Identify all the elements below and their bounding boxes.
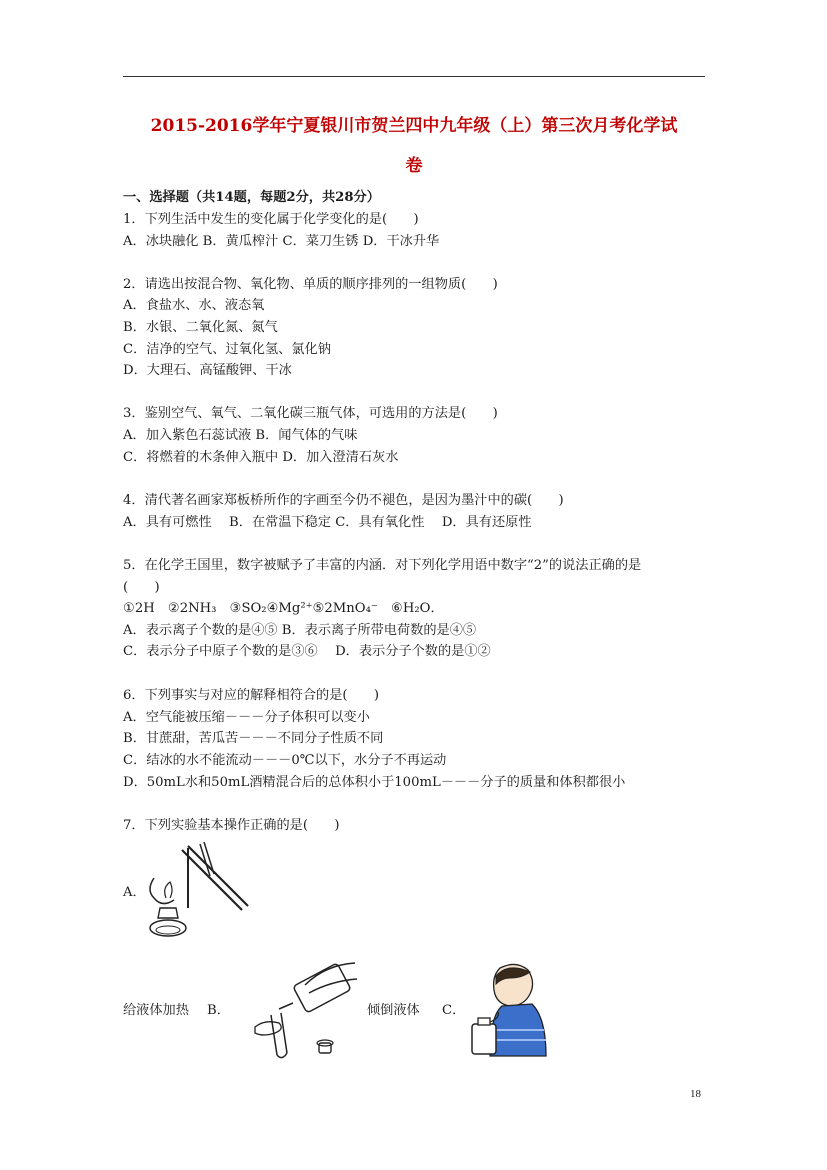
q5-stem: 5．在化学王国里，数字被赋予了丰富的内涵．对下列化学用语中数字“2”的说法正确的是	[123, 558, 642, 573]
q3-options-cd: C．将燃着的木条伸入瓶中 D．加入澄清石灰水	[123, 450, 399, 465]
q7-caption-b: 倾倒液体	[367, 1003, 420, 1018]
q3-stem: 3．鉴别空气、氧气、二氧化碳三瓶气体，可选用的方法是( )	[123, 406, 498, 421]
page-title: 2015-2016学年宁夏银川市贺兰四中九年级（上）第三次月考化学试	[150, 116, 678, 136]
q4-stem: 4．清代著名画家郑板桥所作的字画至今仍不褪色，是因为墨汁中的碳( )	[123, 493, 564, 508]
q5-paren: ( )	[123, 580, 160, 595]
pouring-liquid-figure	[245, 945, 363, 1063]
q6-stem: 6．下列事实与对应的解释相符合的是( )	[123, 688, 380, 703]
q2-option-b: B．水银、二氧化氮、氮气	[123, 320, 278, 335]
q2-option-c: C．洁净的空气、过氧化氢、氯化钠	[123, 342, 331, 357]
q6-option-c: C．结冰的水不能流动－－－0℃以下，水分子不再运动	[123, 753, 447, 768]
q3-options-ab: A．加入紫色石蕊试液 B．闻气体的气味	[123, 428, 358, 443]
q2-stem: 2．请选出按混合物、氧化物、单质的顺序排列的一组物质( )	[123, 277, 498, 292]
q6-option-d: D．50mL水和50mL酒精混合后的总体积小于100mL－－－分子的质量和体积都很小	[123, 775, 626, 790]
page-title-continued: 卷	[405, 156, 423, 176]
q5-formulas: ①2H ②2NH₃ ③SO₂④Mg²⁺⑤2MnO₄⁻ ⑥H₂O．	[123, 601, 444, 616]
q7-label-a: A．	[123, 885, 146, 900]
section-heading: 一、选择题（共14题，每题2分，共28分）	[123, 190, 380, 205]
q6-option-a: A．空气能被压缩－－－分子体积可以变小	[123, 710, 370, 725]
q7-label-c: C．	[442, 1003, 466, 1018]
q5-options-cd: C．表示分子中原子个数的是③⑥ D．表示分子个数的是①②	[123, 644, 491, 659]
q1-stem: 1．下列生活中发生的变化属于化学变化的是( )	[123, 212, 419, 227]
q7-label-b: B．	[207, 1003, 230, 1018]
page-number: 18	[690, 1088, 701, 1100]
q4-options: A．具有可燃性 B．在常温下稳定 C．具有氧化性 D．具有还原性	[123, 515, 532, 530]
heating-liquid-figure	[140, 838, 252, 942]
q2-option-d: D．大理石、高锰酸钾、干冰	[123, 363, 292, 378]
q6-option-b: B．甘蔗甜，苦瓜苦－－－不同分子性质不同	[123, 731, 384, 746]
q2-option-a: A．食盐水、水、液态氧	[123, 298, 265, 313]
q7-caption-a: 给液体加热	[123, 1003, 189, 1018]
q5-options-ab: A．表示离子个数的是④⑤ B．表示离子所带电荷数的是④⑤	[123, 623, 477, 638]
q1-options: A．冰块融化 B．黄瓜榨汁 C．菜刀生锈 D．干冰升华	[123, 234, 440, 249]
smelling-gas-figure	[466, 960, 548, 1058]
q7-stem: 7．下列实验基本操作正确的是( )	[123, 818, 340, 833]
header-rule	[123, 76, 705, 77]
